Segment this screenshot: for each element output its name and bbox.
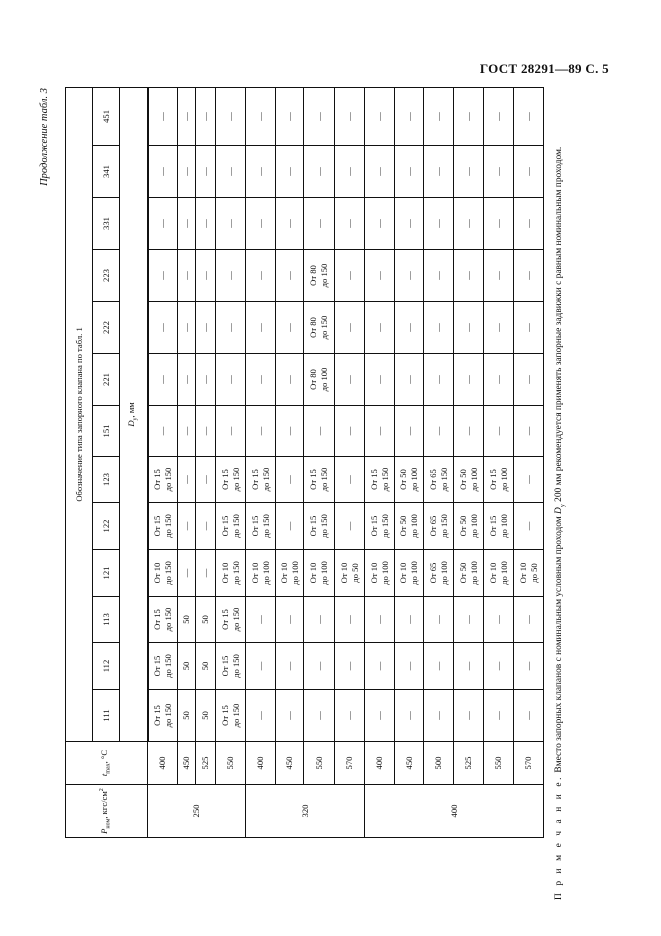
table-row — [454, 87, 484, 837]
dy-range-cell: — — [276, 406, 304, 457]
dy-range-cell: — — [335, 597, 365, 643]
dy-range-cell: — — [424, 406, 454, 457]
dy-range-cell: — — [365, 354, 395, 406]
dy-range-cell: От 15 до 150 — [304, 457, 335, 503]
dy-range-cell: — — [148, 406, 178, 457]
dy-range-cell: — — [395, 302, 424, 354]
dy-range-cell: — — [196, 250, 216, 302]
dy-range-cell: — — [454, 250, 484, 302]
note-text-end: 200 мм рекомендуется применять запорные задвижки с равным номинальным проходом. — [554, 146, 564, 505]
dy-range-cell: — — [276, 690, 304, 742]
temperature-cell: 550 — [304, 742, 335, 785]
table-row — [216, 87, 246, 837]
dy-range-cell: — — [178, 87, 196, 145]
dy-range-cell: От 15 до 150 — [365, 457, 395, 503]
dy-range-cell: — — [365, 198, 395, 250]
dy-range-cell: — — [514, 302, 544, 354]
dy-range-cell: — — [276, 87, 304, 145]
dy-range-cell: — — [514, 87, 544, 145]
dy-range-cell: — — [365, 250, 395, 302]
dy-range-cell: — — [335, 87, 365, 145]
temperature-cell: 450 — [178, 742, 196, 785]
temperature-cell: 525 — [196, 742, 216, 785]
table-row — [148, 87, 178, 837]
temperature-cell: 570 — [335, 742, 365, 785]
dy-range-cell: От 15 до 150 — [216, 597, 246, 643]
temperature-cell: 450 — [395, 742, 424, 785]
dy-range-cell: — — [148, 198, 178, 250]
dy-range-cell: — — [454, 643, 484, 690]
dy-range-cell: — — [216, 302, 246, 354]
table-row — [246, 87, 276, 837]
dy-range-cell: — — [178, 457, 196, 503]
dy-range-cell: От 10 до 50 — [514, 550, 544, 597]
dy-range-cell: — — [484, 250, 514, 302]
dy-range-cell: — — [514, 406, 544, 457]
dy-range-cell: От 10 до 100 — [365, 550, 395, 597]
dy-range-cell: От 15 до 150 — [148, 597, 178, 643]
dy-range-cell: — — [304, 406, 335, 457]
column-header-221: 221 — [93, 354, 120, 406]
dy-range-cell: — — [365, 302, 395, 354]
dy-range-cell: — — [304, 597, 335, 643]
dy-range-cell: — — [216, 250, 246, 302]
dy-range-cell: — — [484, 406, 514, 457]
dy-range-cell: — — [148, 250, 178, 302]
temperature-unit: , °С — [99, 749, 110, 764]
dy-range-cell: — — [246, 354, 276, 406]
dy-range-cell: — — [196, 146, 216, 198]
pressure-sub: ном — [106, 818, 113, 829]
dy-range-cell: — — [514, 643, 544, 690]
temperature-cell: 450 — [276, 742, 304, 785]
dy-range-cell: — — [424, 146, 454, 198]
dy-range-cell: — — [514, 198, 544, 250]
table-row — [304, 87, 335, 837]
dy-range-cell: — — [484, 643, 514, 690]
dy-range-cell: — — [484, 146, 514, 198]
dy-range-cell: — — [484, 597, 514, 643]
dy-range-cell: От 80 до 150 — [304, 250, 335, 302]
dy-range-cell: — — [276, 643, 304, 690]
dy-range-cell: — — [246, 302, 276, 354]
dy-range-cell: — — [246, 146, 276, 198]
dy-range-cell: — — [304, 198, 335, 250]
table-row — [395, 87, 424, 837]
dy-range-cell: От 10 до 50 — [335, 550, 365, 597]
dy-range-cell: — — [246, 87, 276, 145]
temperature-cell: 550 — [484, 742, 514, 785]
valve-type-group-header: Обозначение типа запорного клапана по табл. 1 — [66, 87, 93, 741]
dy-range-cell: — — [454, 690, 484, 742]
dy-range-cell: — — [196, 503, 216, 550]
temperature-cell: 550 — [216, 742, 246, 785]
dy-range-cell: — — [196, 457, 216, 503]
dy-range-cell: — — [276, 597, 304, 643]
dy-range-cell: — — [216, 198, 246, 250]
dy-unit: , мм — [126, 402, 137, 418]
dy-range-cell: — — [514, 250, 544, 302]
column-header-451: 451 — [93, 87, 120, 145]
dy-range-cell: — — [484, 87, 514, 145]
dy-range-cell: От 10 до 150 — [216, 550, 246, 597]
dy-range-cell: — — [454, 87, 484, 145]
dy-range-cell: — — [484, 690, 514, 742]
dy-range-cell: — — [335, 643, 365, 690]
dy-range-cell: От 15 до 150 — [148, 643, 178, 690]
dy-range-cell: — — [178, 354, 196, 406]
dy-range-cell: — — [424, 198, 454, 250]
table-row — [365, 87, 395, 837]
dy-range-cell: — — [484, 302, 514, 354]
dy-range-cell: От 10 до 100 — [484, 550, 514, 597]
pressure-cell: 400 — [365, 785, 544, 838]
rotated-table-page — [35, 88, 585, 900]
dy-range-cell: 50 — [196, 690, 216, 742]
temperature-cell: 400 — [365, 742, 395, 785]
temperature-cell: 400 — [148, 742, 178, 785]
dy-range-cell: 50 — [178, 597, 196, 643]
dy-range-cell: — — [148, 302, 178, 354]
dy-range-cell: От 10 до 100 — [276, 550, 304, 597]
dy-range-cell: — — [246, 198, 276, 250]
note-symbol: D — [554, 507, 564, 514]
dy-range-cell: — — [196, 302, 216, 354]
dy-range-cell: — — [178, 250, 196, 302]
note-sub: у — [559, 504, 566, 508]
pressure-symbol: P — [99, 828, 110, 834]
table-row — [178, 87, 196, 837]
dy-range-cell: От 15 до 150 — [148, 457, 178, 503]
dy-range-cell: — — [178, 550, 196, 597]
dy-range-cell: — — [514, 503, 544, 550]
dy-range-cell: — — [454, 406, 484, 457]
dy-range-cell: — — [424, 690, 454, 742]
dy-range-cell: От 15 до 150 — [216, 457, 246, 503]
dy-range-cell: От 10 до 100 — [246, 550, 276, 597]
dy-range-cell: — — [178, 302, 196, 354]
dy-range-cell: От 15 до 100 — [484, 503, 514, 550]
dy-range-cell: — — [196, 406, 216, 457]
dy-range-cell: — — [216, 87, 246, 145]
dy-symbol: D — [126, 420, 137, 427]
dy-range-cell: — — [196, 198, 216, 250]
dy-range-cell: — — [514, 597, 544, 643]
pressure-unit: , кгс/см — [99, 791, 110, 819]
temperature-cell: 525 — [454, 742, 484, 785]
column-header-123: 123 — [93, 457, 120, 503]
dy-range-cell: — — [395, 250, 424, 302]
dy-range-cell: От 15 до 150 — [304, 503, 335, 550]
dy-range-cell: От 10 до 150 — [148, 550, 178, 597]
dy-range-cell: — — [304, 690, 335, 742]
dy-range-cell: — — [335, 503, 365, 550]
dy-range-cell: — — [216, 146, 246, 198]
column-header-341: 341 — [93, 146, 120, 198]
dy-range-cell: — — [148, 87, 178, 145]
pressure-header — [66, 785, 148, 838]
dy-range-cell: — — [304, 146, 335, 198]
dy-range-cell: — — [276, 503, 304, 550]
dy-range-cell: 50 — [196, 597, 216, 643]
temperature-cell: 500 — [424, 742, 454, 785]
dy-range-cell: — — [335, 146, 365, 198]
dy-range-cell: — — [178, 503, 196, 550]
dy-range-cell: — — [276, 198, 304, 250]
dy-range-cell: — — [304, 643, 335, 690]
note-label: П р и м е ч а н и е. — [554, 774, 564, 900]
dy-range-cell: — — [148, 146, 178, 198]
dy-range-cell: 50 — [178, 643, 196, 690]
dy-range-cell: — — [178, 146, 196, 198]
column-header-113: 113 — [93, 597, 120, 643]
dy-range-cell: От 10 до 100 — [304, 550, 335, 597]
dy-range-cell: От 10 до 100 — [395, 550, 424, 597]
dy-range-cell: — — [246, 250, 276, 302]
dy-range-cell: — — [335, 198, 365, 250]
dy-range-cell: — — [484, 354, 514, 406]
table-row — [196, 87, 216, 837]
table-row — [424, 87, 454, 837]
temperature-sub: max — [106, 763, 113, 774]
dy-range-cell: — — [304, 87, 335, 145]
dy-range-cell: От 80 до 150 — [304, 302, 335, 354]
dy-sub: у — [132, 417, 139, 421]
dy-range-cell: — — [276, 146, 304, 198]
dy-range-cell: От 15 до 150 — [216, 503, 246, 550]
dy-range-cell: — — [276, 354, 304, 406]
page-header: ГОСТ 28291—89 С. 5 — [479, 61, 609, 76]
dy-range-cell: — — [276, 250, 304, 302]
dy-range-cell: — — [335, 690, 365, 742]
dy-range-cell: — — [276, 302, 304, 354]
dy-range-cell: — — [365, 690, 395, 742]
dy-range-cell: От 15 до 150 — [216, 690, 246, 742]
dy-range-cell: — — [365, 87, 395, 145]
dy-range-cell: — — [514, 690, 544, 742]
dy-range-cell: — — [424, 87, 454, 145]
dy-range-cell: От 65 до 150 — [424, 503, 454, 550]
dy-range-cell: — — [454, 597, 484, 643]
table-note — [553, 85, 570, 900]
table-row — [484, 87, 514, 837]
dy-range-cell: — — [365, 146, 395, 198]
dy-range-cell: От 50 до 100 — [454, 457, 484, 503]
dy-range-cell: От 15 до 150 — [148, 503, 178, 550]
table-row — [335, 87, 365, 837]
pressure-sup: 2 — [99, 788, 106, 792]
temperature-cell: 570 — [514, 742, 544, 785]
dy-range-cell: — — [196, 354, 216, 406]
dy-range-cell: От 80 до 100 — [304, 354, 335, 406]
dy-range-cell: — — [424, 354, 454, 406]
dy-range-cell: От 15 до 150 — [148, 690, 178, 742]
dy-range-cell: — — [514, 457, 544, 503]
dy-range-cell: — — [246, 643, 276, 690]
dy-range-cell: — — [196, 87, 216, 145]
valve-table — [65, 87, 544, 838]
dy-range-cell: — — [216, 354, 246, 406]
column-header-111: 111 — [93, 690, 120, 742]
table-continuation-label: Продолжение табл. 3 — [39, 88, 50, 186]
dy-range-cell: От 65 до 100 — [424, 550, 454, 597]
dy-range-cell: — — [395, 406, 424, 457]
column-header-223: 223 — [93, 250, 120, 302]
dy-range-cell: От 15 до 150 — [216, 643, 246, 690]
temperature-symbol: t — [99, 773, 110, 777]
dy-range-cell: — — [424, 597, 454, 643]
column-header-121: 121 — [93, 550, 120, 597]
dy-range-cell: — — [424, 302, 454, 354]
dy-header — [120, 87, 148, 741]
dy-range-cell: — — [335, 354, 365, 406]
dy-range-cell: — — [395, 87, 424, 145]
column-header-222: 222 — [93, 302, 120, 354]
column-header-151: 151 — [93, 406, 120, 457]
dy-range-cell: От 15 до 150 — [246, 457, 276, 503]
dy-range-cell: — — [395, 354, 424, 406]
dy-range-cell: — — [454, 302, 484, 354]
table-row — [514, 87, 544, 837]
dy-range-cell: — — [454, 354, 484, 406]
temperature-header — [66, 742, 148, 785]
dy-range-cell: — — [395, 643, 424, 690]
dy-range-cell: — — [246, 406, 276, 457]
dy-range-cell: — — [335, 250, 365, 302]
dy-range-cell: — — [484, 198, 514, 250]
dy-range-cell: — — [365, 597, 395, 643]
dy-range-cell: — — [335, 406, 365, 457]
dy-range-cell: — — [395, 597, 424, 643]
dy-range-cell: — — [365, 643, 395, 690]
dy-range-cell: — — [395, 690, 424, 742]
temperature-cell: 400 — [246, 742, 276, 785]
dy-range-cell: — — [424, 643, 454, 690]
note-text: Вместо запорных клапанов с номинальным условным проходом — [554, 513, 564, 775]
pressure-cell: 320 — [246, 785, 365, 838]
dy-range-cell: — — [395, 146, 424, 198]
column-header-122: 122 — [93, 503, 120, 550]
pressure-cell: 250 — [148, 785, 246, 838]
table-row — [276, 87, 304, 837]
dy-range-cell: — — [148, 354, 178, 406]
dy-range-cell: От 50 до 100 — [395, 503, 424, 550]
dy-range-cell: — — [454, 146, 484, 198]
dy-range-cell: — — [454, 198, 484, 250]
column-header-331: 331 — [93, 198, 120, 250]
dy-range-cell: — — [335, 457, 365, 503]
dy-range-cell: — — [424, 250, 454, 302]
dy-range-cell: От 50 до 100 — [395, 457, 424, 503]
dy-range-cell: — — [365, 406, 395, 457]
dy-range-cell: От 65 до 150 — [424, 457, 454, 503]
dy-range-cell: — — [395, 198, 424, 250]
dy-range-cell: — — [335, 302, 365, 354]
dy-range-cell: — — [196, 550, 216, 597]
dy-range-cell: — — [246, 690, 276, 742]
dy-range-cell: — — [514, 354, 544, 406]
dy-range-cell: — — [178, 406, 196, 457]
dy-range-cell: — — [178, 198, 196, 250]
dy-range-cell: От 50 до 100 — [454, 503, 484, 550]
dy-range-cell: — — [276, 457, 304, 503]
dy-range-cell: 50 — [178, 690, 196, 742]
dy-range-cell: От 15 до 150 — [246, 503, 276, 550]
dy-range-cell: От 50 до 100 — [454, 550, 484, 597]
column-header-112: 112 — [93, 643, 120, 690]
dy-range-cell: От 15 до 100 — [484, 457, 514, 503]
dy-range-cell: — — [246, 597, 276, 643]
dy-range-cell: От 15 до 150 — [365, 503, 395, 550]
dy-range-cell: — — [514, 146, 544, 198]
dy-range-cell: 50 — [196, 643, 216, 690]
dy-range-cell: — — [216, 406, 246, 457]
